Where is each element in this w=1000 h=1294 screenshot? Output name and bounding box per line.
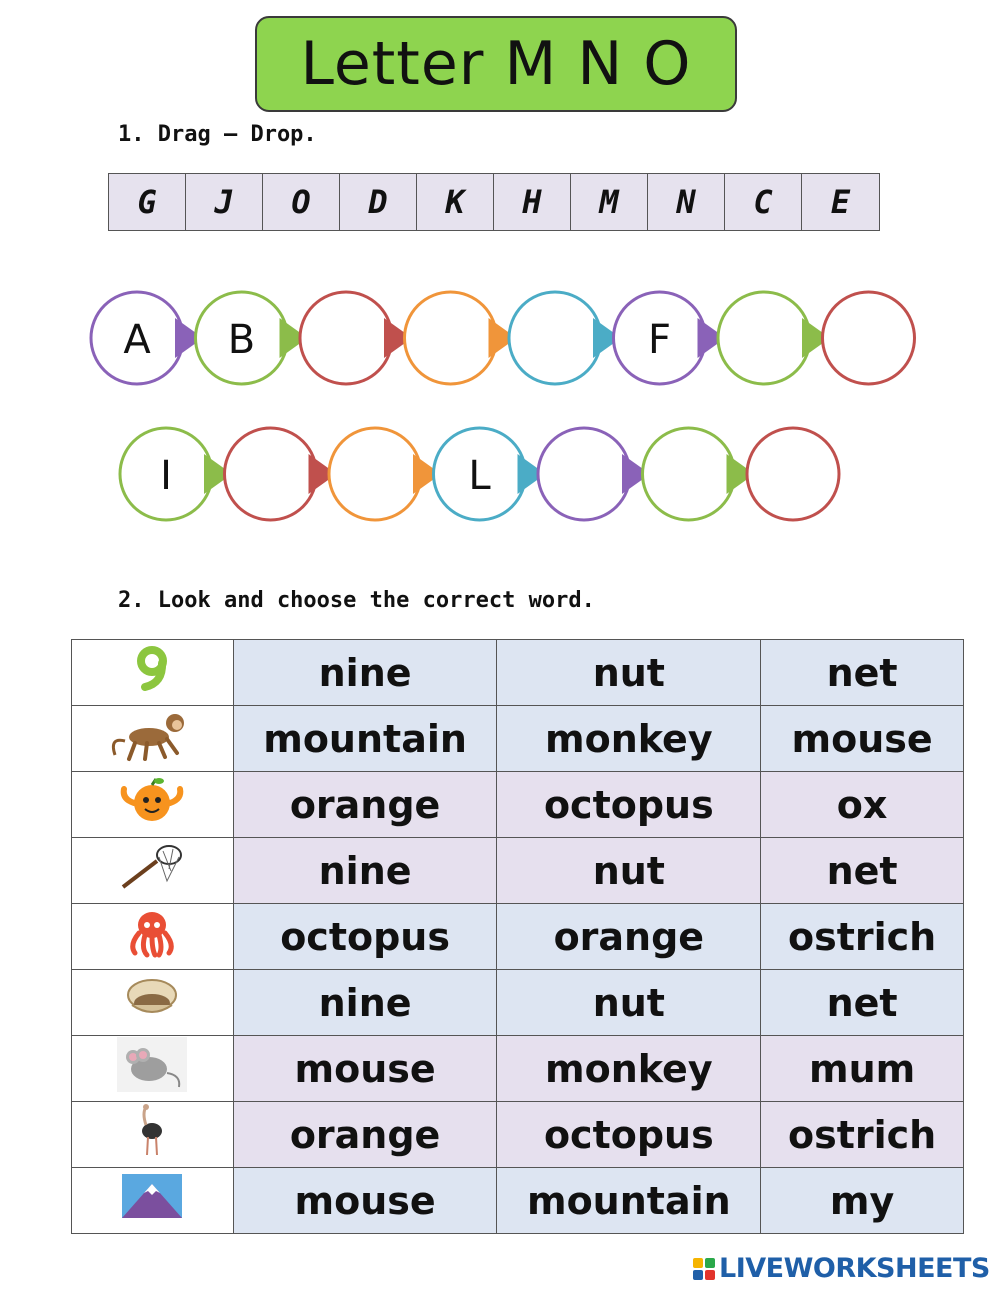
picture-cell <box>72 838 234 904</box>
draggable-letter-e[interactable]: E <box>802 174 879 230</box>
logo-text: LIVEWORKSHEETS <box>719 1253 990 1284</box>
picture-cell <box>72 1102 234 1168</box>
table-row <box>72 706 964 772</box>
chain1-bead-letter-2: B <box>227 317 256 363</box>
chain2-bead-4 <box>434 428 546 520</box>
chain2-bead-7[interactable] <box>747 428 839 520</box>
word-option[interactable]: monkey <box>497 706 761 772</box>
ostrich-icon <box>132 1123 172 1167</box>
letter-chain-1 <box>0 280 1000 400</box>
word-option[interactable]: mouse <box>233 1168 497 1234</box>
word-option[interactable]: mouse <box>761 706 964 772</box>
chain2-bead-3[interactable] <box>329 428 441 520</box>
chain1-bead-6 <box>614 292 726 384</box>
table-row <box>72 1102 964 1168</box>
monkey-icon <box>107 727 197 771</box>
table-row <box>72 970 964 1036</box>
word-option[interactable]: net <box>761 838 964 904</box>
net-icon <box>117 856 187 900</box>
chain1-bead-1 <box>91 292 203 384</box>
nut-icon <box>122 988 182 1032</box>
picture-cell <box>72 640 234 706</box>
chain1-bead-8[interactable] <box>823 292 915 384</box>
word-option[interactable]: octopus <box>497 772 761 838</box>
page-title: Letter M N O <box>300 29 692 99</box>
word-option[interactable]: nut <box>497 838 761 904</box>
letter-chain-2 <box>0 416 1000 536</box>
letter-bank <box>108 173 880 231</box>
word-option[interactable]: nut <box>497 640 761 706</box>
liveworksheets-logo <box>693 1253 990 1284</box>
draggable-letter-c[interactable]: C <box>725 174 802 230</box>
picture-cell <box>72 904 234 970</box>
draggable-letter-j[interactable]: J <box>186 174 263 230</box>
draggable-letter-m[interactable]: M <box>571 174 648 230</box>
word-option[interactable]: mountain <box>233 706 497 772</box>
chain2-bead-1 <box>120 428 232 520</box>
chain2-bead-letter-4: L <box>468 453 491 499</box>
picture-cell <box>72 1168 234 1234</box>
instruction-drag-drop: 1. Drag – Drop. <box>118 122 317 147</box>
word-choice-table <box>71 639 964 1234</box>
table-row <box>72 838 964 904</box>
picture-cell <box>72 706 234 772</box>
chain1-bead-letter-6: F <box>647 317 672 363</box>
chain1-bead-2 <box>196 292 308 384</box>
word-option[interactable]: mum <box>761 1036 964 1102</box>
mouse-icon <box>117 1057 187 1101</box>
chain1-bead-7[interactable] <box>718 292 830 384</box>
picture-cell <box>72 1036 234 1102</box>
logo-icon <box>693 1258 715 1280</box>
draggable-letter-h[interactable]: H <box>494 174 571 230</box>
title-banner <box>255 16 737 112</box>
word-option[interactable]: nut <box>497 970 761 1036</box>
table-row <box>72 904 964 970</box>
draggable-letter-k[interactable]: K <box>417 174 494 230</box>
word-option[interactable]: octopus <box>233 904 497 970</box>
instruction-choose-word: 2. Look and choose the correct word. <box>118 588 595 613</box>
word-option[interactable]: nine <box>233 640 497 706</box>
word-option[interactable]: ox <box>761 772 964 838</box>
chain2-bead-2[interactable] <box>225 428 337 520</box>
chain1-bead-3[interactable] <box>300 292 412 384</box>
nine-number-icon <box>127 658 177 702</box>
picture-cell <box>72 970 234 1036</box>
orange-icon <box>112 793 192 837</box>
table-row <box>72 1036 964 1102</box>
word-option[interactable]: ostrich <box>761 904 964 970</box>
chain2-bead-5[interactable] <box>538 428 650 520</box>
draggable-letter-o[interactable]: O <box>263 174 340 230</box>
table-row <box>72 640 964 706</box>
chain2-bead-letter-1: I <box>160 453 172 499</box>
word-option[interactable]: monkey <box>497 1036 761 1102</box>
chain1-bead-4[interactable] <box>405 292 517 384</box>
word-option[interactable]: mouse <box>233 1036 497 1102</box>
draggable-letter-d[interactable]: D <box>340 174 417 230</box>
table-row <box>72 1168 964 1234</box>
picture-cell <box>72 772 234 838</box>
word-option[interactable]: nine <box>233 838 497 904</box>
word-option[interactable]: my <box>761 1168 964 1234</box>
word-option[interactable]: mountain <box>497 1168 761 1234</box>
word-option[interactable]: nine <box>233 970 497 1036</box>
chain1-bead-5[interactable] <box>509 292 621 384</box>
word-option[interactable]: orange <box>233 772 497 838</box>
word-option[interactable]: orange <box>233 1102 497 1168</box>
draggable-letter-n[interactable]: N <box>648 174 725 230</box>
mountain-icon <box>122 1183 182 1227</box>
word-option[interactable]: net <box>761 970 964 1036</box>
octopus-icon <box>117 925 187 969</box>
chain2-bead-6[interactable] <box>643 428 755 520</box>
word-option[interactable]: net <box>761 640 964 706</box>
word-option[interactable]: ostrich <box>761 1102 964 1168</box>
table-row <box>72 772 964 838</box>
draggable-letter-g[interactable]: G <box>109 174 186 230</box>
word-option[interactable]: octopus <box>497 1102 761 1168</box>
chain1-bead-letter-1: A <box>123 317 151 363</box>
word-option[interactable]: orange <box>497 904 761 970</box>
